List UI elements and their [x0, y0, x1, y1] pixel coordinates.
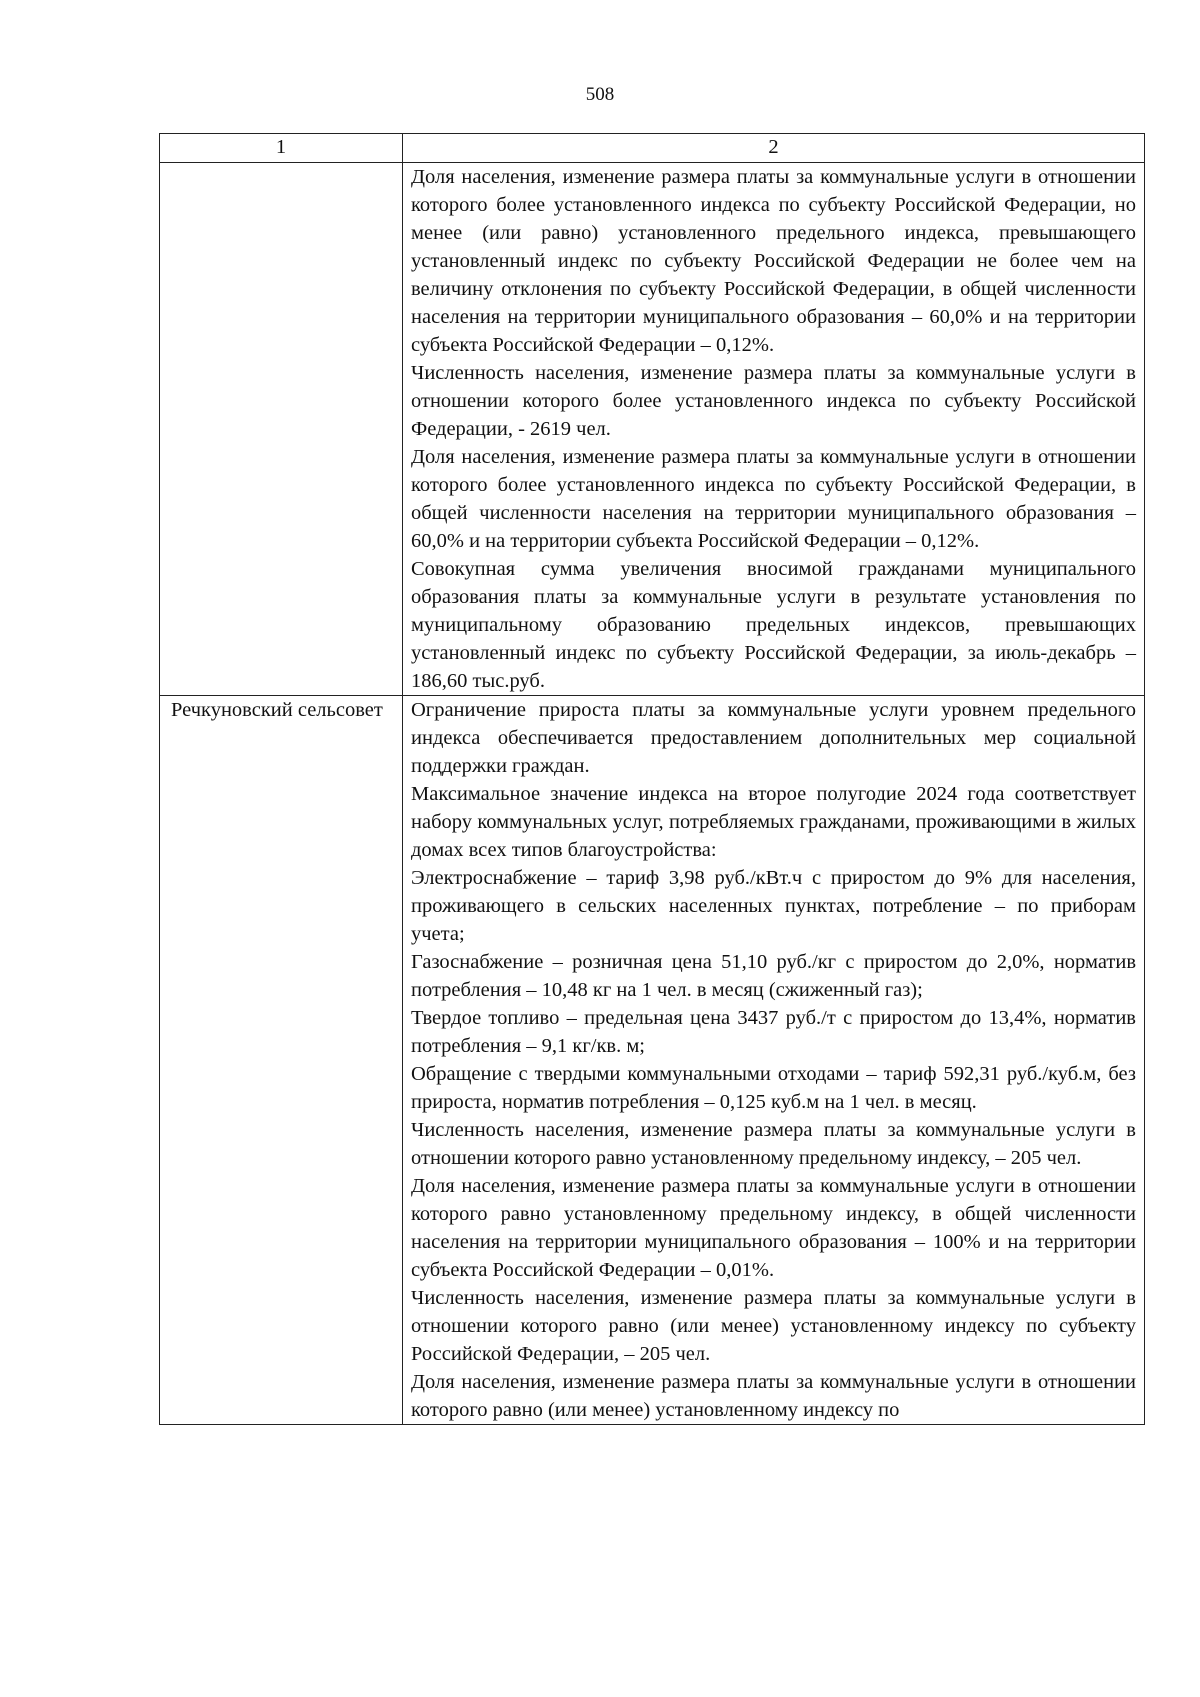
region-cell	[160, 163, 403, 696]
description-cell	[403, 163, 1145, 696]
page-number: 508	[585, 84, 615, 105]
table-header-row	[160, 134, 1145, 163]
paragraph: Обращение с твердыми коммунальными отходами – тариф 592,31 руб./куб.м, без прироста, норматив потребления – 0,125 куб.м на 1 чел. в месяц.	[411, 1063, 1136, 1113]
table-row	[160, 696, 1145, 1425]
column-header-1: 1	[160, 134, 403, 163]
paragraph: Газоснабжение – розничная цена 51,10 руб./кг с приростом до 2,0%, норматив потребления – 10,48 кг на 1 чел. в месяц (сжиженный газ);	[411, 951, 1136, 1001]
paragraph: Максимальное значение индекса на второе полугодие 2024 года соответствует набору коммунальных услуг, потребляемых гражданами, проживающими в жилых домах всех типов благоустройства:	[411, 783, 1136, 861]
column-header-2: 2	[403, 134, 1145, 163]
table-row	[160, 163, 1145, 696]
paragraph: Ограничение прироста платы за коммунальные услуги уровнем предельного индекса обеспечивается предоставлением дополнительных мер социальной поддержки граждан.	[411, 699, 1136, 777]
paragraph: Доля населения, изменение размера платы за коммунальные услуги в отношении которого равно установленному предельному индексу, в общей численности населения на территории муниципального образования – 100% и на территории субъекта Российской Федерации – 0,01%.	[411, 1175, 1136, 1281]
paragraph: Электроснабжение – тариф 3,98 руб./кВт.ч с приростом до 9% для населения, проживающего в сельских населенных пунктах, потребление – по приборам учета;	[411, 867, 1136, 945]
paragraph: Доля населения, изменение размера платы за коммунальные услуги в отношении которого более установленного индекса по субъекту Российской Федерации, в общей численности населения на территории муниципального образования – 60,0% и на территории субъекта Российской Федерации – 0,12%.	[411, 446, 1136, 552]
paragraph: Доля населения, изменение размера платы за коммунальные услуги в отношении которого более установленного индекса по субъекту Российской Федерации, но менее (или равно) установленного предельного индекса, превышающего установленный индекс по субъекту Российской Федерации не более чем на величину отклонения по субъекту Российской Федерации, в общей численности населения на территории муниципального образования – 60,0% и на территории субъекта Российской Федерации – 0,12%.	[411, 166, 1136, 356]
data-table	[159, 133, 1145, 1425]
paragraph: Численность населения, изменение размера платы за коммунальные услуги в отношении которого более установленного индекса по субъекту Российской Федерации, - 2619 чел.	[411, 362, 1136, 440]
region-cell: Речкуновский сельсовет	[160, 696, 403, 1425]
description-cell	[403, 696, 1145, 1425]
paragraph: Доля населения, изменение размера платы за коммунальные услуги в отношении которого равно (или менее) установленному индексу по	[411, 1371, 1136, 1421]
paragraph: Твердое топливо – предельная цена 3437 руб./т с приростом до 13,4%, норматив потребления – 9,1 кг/кв. м;	[411, 1007, 1136, 1057]
paragraph: Численность населения, изменение размера платы за коммунальные услуги в отношении которого равно (или менее) установленному индексу по субъекту Российской Федерации, – 205 чел.	[411, 1287, 1136, 1365]
paragraph: Совокупная сумма увеличения вносимой гражданами муниципального образования платы за коммунальные услуги в результате установления по муниципальному образованию предельных индексов, превышающих установленный индекс по субъекту Российской Федерации, за июль-декабрь – 186,60 тыс.руб.	[411, 558, 1136, 692]
paragraph: Численность населения, изменение размера платы за коммунальные услуги в отношении которого равно установленному предельному индексу, – 205 чел.	[411, 1119, 1136, 1169]
